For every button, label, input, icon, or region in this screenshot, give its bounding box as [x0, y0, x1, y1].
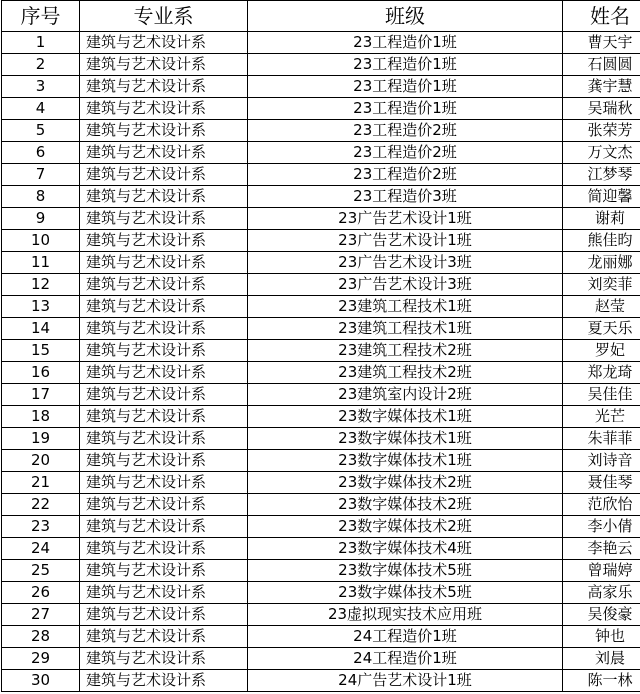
- cell-department: 建筑与艺术设计系: [80, 142, 248, 164]
- cell-student-name: 张荣芳: [563, 120, 640, 142]
- cell-serial-number: 9: [2, 208, 80, 230]
- table-row: [2, 252, 640, 274]
- cell-department: 建筑与艺术设计系: [80, 318, 248, 340]
- cell-serial-number: 19: [2, 428, 80, 450]
- table-row: [2, 208, 640, 230]
- cell-serial-number: 13: [2, 296, 80, 318]
- cell-student-name: 刘奕菲: [563, 274, 640, 296]
- cell-department: 建筑与艺术设计系: [80, 604, 248, 626]
- table-row: [2, 538, 640, 560]
- cell-student-name: 刘晨: [563, 648, 640, 670]
- cell-student-name: 刘诗音: [563, 450, 640, 472]
- cell-class: 23工程造价1班: [248, 98, 563, 120]
- table-row: [2, 98, 640, 120]
- cell-class: 23数字媒体技术5班: [248, 560, 563, 582]
- cell-department: 建筑与艺术设计系: [80, 76, 248, 98]
- table-row: [2, 428, 640, 450]
- table-row: [2, 384, 640, 406]
- cell-class: 24工程造价1班: [248, 648, 563, 670]
- cell-serial-number: 12: [2, 274, 80, 296]
- cell-student-name: 谢莉: [563, 208, 640, 230]
- table-row: [2, 186, 640, 208]
- cell-department: 建筑与艺术设计系: [80, 252, 248, 274]
- cell-serial-number: 3: [2, 76, 80, 98]
- cell-student-name: 朱菲菲: [563, 428, 640, 450]
- cell-student-name: 李小倩: [563, 516, 640, 538]
- cell-student-name: 范欣怡: [563, 494, 640, 516]
- cell-department: 建筑与艺术设计系: [80, 560, 248, 582]
- cell-department: 建筑与艺术设计系: [80, 516, 248, 538]
- cell-department: 建筑与艺术设计系: [80, 186, 248, 208]
- cell-class: 23虚拟现实技术应用班: [248, 604, 563, 626]
- cell-class: 23广告艺术设计1班: [248, 230, 563, 252]
- cell-class: 23数字媒体技术1班: [248, 428, 563, 450]
- table-row: [2, 648, 640, 670]
- table-row: [2, 406, 640, 428]
- cell-serial-number: 5: [2, 120, 80, 142]
- cell-department: 建筑与艺术设计系: [80, 230, 248, 252]
- cell-student-name: 简迎馨: [563, 186, 640, 208]
- student-roster-table: [1, 0, 640, 692]
- table-row: [2, 32, 640, 54]
- cell-class: 24工程造价1班: [248, 626, 563, 648]
- cell-student-name: 钟也: [563, 626, 640, 648]
- cell-student-name: 吴俊豪: [563, 604, 640, 626]
- cell-department: 建筑与艺术设计系: [80, 494, 248, 516]
- cell-student-name: 夏天乐: [563, 318, 640, 340]
- table-row: [2, 494, 640, 516]
- cell-student-name: 熊佳昀: [563, 230, 640, 252]
- cell-student-name: 李艳云: [563, 538, 640, 560]
- cell-department: 建筑与艺术设计系: [80, 406, 248, 428]
- cell-class: 23工程造价1班: [248, 54, 563, 76]
- cell-serial-number: 30: [2, 670, 80, 692]
- cell-department: 建筑与艺术设计系: [80, 626, 248, 648]
- cell-department: 建筑与艺术设计系: [80, 208, 248, 230]
- cell-department: 建筑与艺术设计系: [80, 450, 248, 472]
- table-row: [2, 340, 640, 362]
- cell-student-name: 曾瑞婷: [563, 560, 640, 582]
- cell-class: 23工程造价1班: [248, 76, 563, 98]
- cell-department: 建筑与艺术设计系: [80, 538, 248, 560]
- cell-class: 23数字媒体技术2班: [248, 494, 563, 516]
- cell-student-name: 曹天宇: [563, 32, 640, 54]
- cell-department: 建筑与艺术设计系: [80, 472, 248, 494]
- header-row: [2, 1, 640, 32]
- roster-body: [2, 32, 640, 692]
- cell-class: 23数字媒体技术1班: [248, 450, 563, 472]
- cell-class: 23数字媒体技术5班: [248, 582, 563, 604]
- cell-class: 23建筑工程技术1班: [248, 296, 563, 318]
- header-department: 专业系: [80, 1, 248, 32]
- cell-department: 建筑与艺术设计系: [80, 274, 248, 296]
- cell-serial-number: 14: [2, 318, 80, 340]
- table-row: [2, 230, 640, 252]
- cell-department: 建筑与艺术设计系: [80, 54, 248, 76]
- header-serial-number: 序号: [2, 1, 80, 32]
- table-row: [2, 362, 640, 384]
- cell-class: 23广告艺术设计3班: [248, 252, 563, 274]
- cell-serial-number: 29: [2, 648, 80, 670]
- cell-student-name: 高家乐: [563, 582, 640, 604]
- cell-serial-number: 23: [2, 516, 80, 538]
- cell-serial-number: 21: [2, 472, 80, 494]
- cell-student-name: 罗妃: [563, 340, 640, 362]
- cell-serial-number: 18: [2, 406, 80, 428]
- table-row: [2, 516, 640, 538]
- cell-class: 23工程造价2班: [248, 142, 563, 164]
- cell-student-name: 赵莹: [563, 296, 640, 318]
- table-row: [2, 670, 640, 692]
- cell-department: 建筑与艺术设计系: [80, 384, 248, 406]
- cell-student-name: 龚宇慧: [563, 76, 640, 98]
- cell-serial-number: 6: [2, 142, 80, 164]
- cell-class: 23广告艺术设计3班: [248, 274, 563, 296]
- cell-serial-number: 1: [2, 32, 80, 54]
- cell-department: 建筑与艺术设计系: [80, 120, 248, 142]
- cell-department: 建筑与艺术设计系: [80, 648, 248, 670]
- cell-department: 建筑与艺术设计系: [80, 670, 248, 692]
- cell-class: 24广告艺术设计1班: [248, 670, 563, 692]
- header-class: 班级: [248, 1, 563, 32]
- cell-class: 23建筑工程技术2班: [248, 362, 563, 384]
- cell-class: 23工程造价3班: [248, 186, 563, 208]
- cell-student-name: 陈一林: [563, 670, 640, 692]
- cell-serial-number: 28: [2, 626, 80, 648]
- cell-class: 23广告艺术设计1班: [248, 208, 563, 230]
- cell-department: 建筑与艺术设计系: [80, 428, 248, 450]
- cell-department: 建筑与艺术设计系: [80, 340, 248, 362]
- cell-class: 23数字媒体技术2班: [248, 516, 563, 538]
- cell-student-name: 郑龙琦: [563, 362, 640, 384]
- cell-class: 23数字媒体技术4班: [248, 538, 563, 560]
- cell-serial-number: 2: [2, 54, 80, 76]
- cell-serial-number: 27: [2, 604, 80, 626]
- cell-class: 23建筑室内设计2班: [248, 384, 563, 406]
- cell-class: 23工程造价2班: [248, 120, 563, 142]
- cell-student-name: 龙丽娜: [563, 252, 640, 274]
- table-row: [2, 626, 640, 648]
- header-name: 姓名: [563, 1, 640, 32]
- table-row: [2, 76, 640, 98]
- cell-department: 建筑与艺术设计系: [80, 164, 248, 186]
- cell-serial-number: 20: [2, 450, 80, 472]
- table-row: [2, 560, 640, 582]
- table-row: [2, 296, 640, 318]
- cell-class: 23建筑工程技术2班: [248, 340, 563, 362]
- cell-student-name: 光芒: [563, 406, 640, 428]
- cell-department: 建筑与艺术设计系: [80, 98, 248, 120]
- cell-serial-number: 8: [2, 186, 80, 208]
- cell-student-name: 石圆圆: [563, 54, 640, 76]
- cell-student-name: 江梦琴: [563, 164, 640, 186]
- cell-class: 23工程造价1班: [248, 32, 563, 54]
- table-row: [2, 54, 640, 76]
- cell-serial-number: 15: [2, 340, 80, 362]
- cell-class: 23建筑工程技术1班: [248, 318, 563, 340]
- cell-serial-number: 17: [2, 384, 80, 406]
- cell-class: 23数字媒体技术2班: [248, 472, 563, 494]
- cell-serial-number: 24: [2, 538, 80, 560]
- cell-serial-number: 10: [2, 230, 80, 252]
- cell-serial-number: 22: [2, 494, 80, 516]
- table-row: [2, 582, 640, 604]
- table-row: [2, 274, 640, 296]
- cell-department: 建筑与艺术设计系: [80, 362, 248, 384]
- cell-serial-number: 16: [2, 362, 80, 384]
- cell-student-name: 万文杰: [563, 142, 640, 164]
- cell-serial-number: 26: [2, 582, 80, 604]
- cell-department: 建筑与艺术设计系: [80, 296, 248, 318]
- table-row: [2, 164, 640, 186]
- cell-student-name: 聂佳琴: [563, 472, 640, 494]
- cell-class: 23数字媒体技术1班: [248, 406, 563, 428]
- table-row: [2, 604, 640, 626]
- cell-class: 23工程造价2班: [248, 164, 563, 186]
- table-row: [2, 472, 640, 494]
- cell-serial-number: 25: [2, 560, 80, 582]
- table-row: [2, 120, 640, 142]
- cell-department: 建筑与艺术设计系: [80, 582, 248, 604]
- cell-serial-number: 7: [2, 164, 80, 186]
- cell-student-name: 吴瑞秋: [563, 98, 640, 120]
- cell-serial-number: 4: [2, 98, 80, 120]
- table-row: [2, 142, 640, 164]
- cell-student-name: 吴佳佳: [563, 384, 640, 406]
- cell-department: 建筑与艺术设计系: [80, 32, 248, 54]
- cell-serial-number: 11: [2, 252, 80, 274]
- table-row: [2, 450, 640, 472]
- table-row: [2, 318, 640, 340]
